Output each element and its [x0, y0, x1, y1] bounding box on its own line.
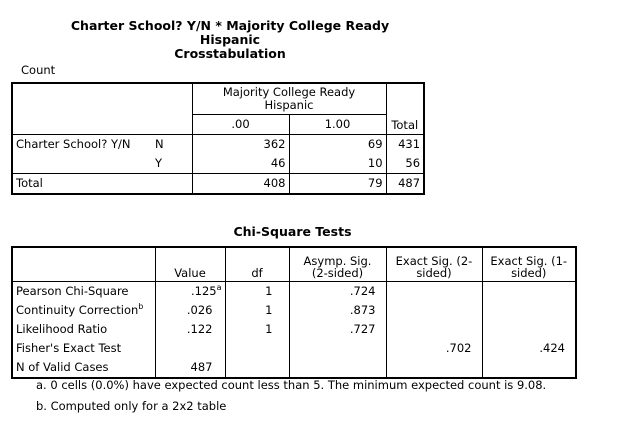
cell-asymp: .727 [289, 320, 386, 339]
col-group-line2: Hispanic [264, 98, 314, 112]
crosstab-title-line2: Crosstabulation [174, 46, 286, 61]
col-group-header [192, 83, 386, 115]
col-total-header: Total [391, 118, 419, 132]
table-row-total [12, 174, 424, 195]
cell-value: 487 [155, 358, 225, 378]
cell-total: 487 [398, 176, 421, 190]
cell-asymp: .873 [289, 301, 386, 320]
cell: 69 [289, 135, 386, 155]
cell: 79 [289, 174, 386, 195]
cell-df: 1 [225, 282, 289, 302]
chisq-table [11, 246, 577, 379]
row-label: Fisher's Exact Test [12, 339, 155, 358]
row-label: Likelihood Ratio [12, 320, 155, 339]
header-exact1 [482, 247, 576, 282]
cell-asymp: .724 [289, 282, 386, 302]
cell-exact1 [482, 301, 576, 320]
crosstab-title-line1: Charter School? Y/N * Majority College Ready Hispanic [70, 18, 390, 47]
header-exact1-line2: sided) [511, 266, 547, 280]
header-exact1-line1: Exact Sig. (1- [490, 254, 568, 268]
row-label: Pearson Chi-Square [12, 282, 155, 302]
cell-exact1: .424 [539, 341, 565, 355]
cell-value [155, 339, 225, 358]
cell-exact1 [482, 320, 576, 339]
col-header-100: 1.00 [289, 115, 386, 135]
table-row [12, 135, 424, 155]
footnote-b: b. Computed only for a 2x2 table [36, 399, 227, 413]
header-value: Value [155, 247, 225, 282]
cell-exact2 [386, 358, 482, 378]
cell-asymp [289, 339, 386, 358]
cell-value: .026 [155, 301, 225, 320]
cell-exact1 [482, 282, 576, 302]
cell: 362 [192, 135, 289, 155]
cell-exact2 [386, 320, 482, 339]
chisq-title: Chi-Square Tests [233, 224, 352, 239]
count-label: Count [21, 63, 56, 77]
table-row [12, 301, 576, 320]
cell-df: 1 [225, 301, 289, 320]
cell-exact2 [386, 282, 482, 302]
cell-value: .125$^a$ [155, 282, 225, 302]
header-asymp-line1: Asymp. Sig. [303, 254, 372, 268]
total-row-label: Total [12, 174, 192, 195]
cell-value: .122 [155, 320, 225, 339]
cell: 46 [192, 154, 289, 174]
cell-total: 56 [405, 156, 421, 170]
row-label: Continuity Correction$^b$ [12, 301, 155, 320]
cell-df [225, 339, 289, 358]
row-cat: N [152, 135, 192, 155]
header-exact2-line2: sided) [416, 266, 452, 280]
header-asymp-line2: (2-sided) [311, 266, 364, 280]
cell-total: 431 [398, 137, 421, 151]
cell-df: 1 [225, 320, 289, 339]
row-var-label: Charter School? Y/N [16, 137, 131, 151]
cell-df [225, 358, 289, 378]
cell-asymp [289, 358, 386, 378]
table-row [12, 282, 576, 302]
crosstab-table [11, 82, 425, 195]
row-label: N of Valid Cases [12, 358, 155, 378]
cell: 10 [289, 154, 386, 174]
chisq-corner [12, 247, 155, 282]
crosstab-corner [12, 83, 192, 115]
cell-exact2: .702 [386, 339, 482, 358]
table-row [12, 358, 576, 378]
header-asymp [289, 247, 386, 282]
header-exact2 [386, 247, 482, 282]
crosstab-title [40, 19, 420, 61]
row-cat: Y [152, 154, 192, 174]
footnote-a: a. 0 cells (0.0%) have expected count less than 5. The minimum expected count is 9.08. [36, 378, 547, 392]
col-header-00: .00 [192, 115, 289, 135]
table-row [12, 320, 576, 339]
header-df: df [225, 247, 289, 282]
header-exact2-line1: Exact Sig. (2- [395, 254, 473, 268]
table-row [12, 339, 576, 358]
cell-exact2 [386, 301, 482, 320]
cell: 408 [192, 174, 289, 195]
table-row [12, 154, 424, 174]
cell-exact1 [482, 358, 576, 378]
col-group-line1: Majority College Ready [222, 85, 356, 99]
